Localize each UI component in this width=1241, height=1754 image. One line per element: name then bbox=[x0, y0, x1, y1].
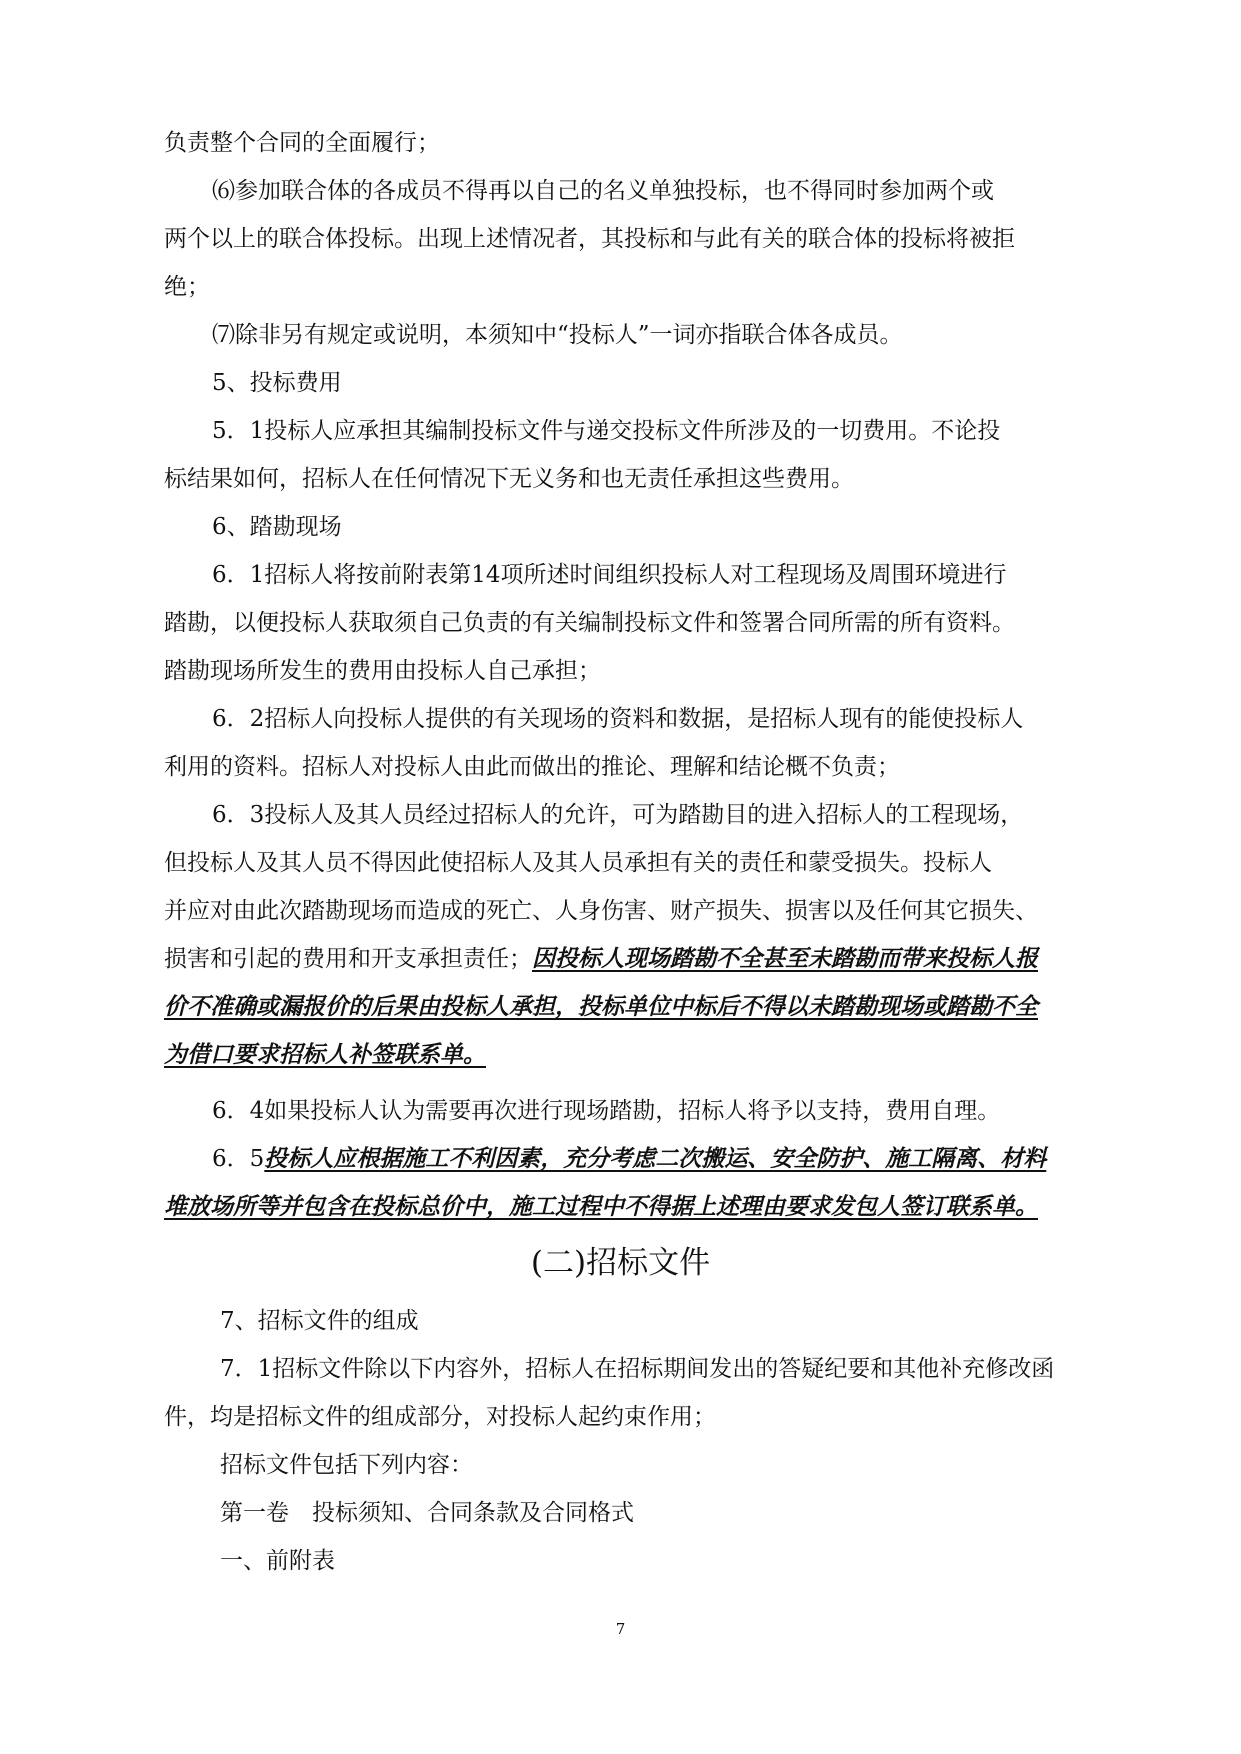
text-line: 6．1招标人将按前附表第14项所述时间组织投标人对工程现场及周围环境进行 bbox=[212, 562, 1007, 588]
text-line: 一、前附表 bbox=[220, 1548, 335, 1574]
emphasis-line: 为借口要求招标人补签联系单。 bbox=[164, 1041, 486, 1068]
emphasis-text: 投标人应根据施工不利因素，充分考虑二次搬运、安全防护、施工隔离、材料 bbox=[264, 1145, 1047, 1172]
text-line: ⑺除非另有规定或说明，本须知中“投标人”一词亦指联合体各成员。 bbox=[212, 322, 903, 348]
text-line: 5．1投标人应承担其编制投标文件与递交投标文件所涉及的一切费用。不论投 bbox=[212, 418, 1001, 444]
emphasis-line: 堆放场所等并包含在投标总价中，施工过程中不得据上述理由要求发包人签订联系单。 bbox=[164, 1193, 1038, 1220]
text-line: 踏勘现场所发生的费用由投标人自己承担； bbox=[164, 658, 601, 684]
text-line bbox=[212, 1144, 1046, 1174]
heading-line: 5、投标费用 bbox=[212, 370, 342, 396]
text-line: 并应对由此次踏勘现场而造成的死亡、人身伤害、财产损失、损害以及任何其它损失、 bbox=[164, 898, 1038, 924]
text-line: 招标文件包括下列内容： bbox=[220, 1452, 473, 1478]
text-line: 但投标人及其人员不得因此使招标人及其人员承担有关的责任和蒙受损失。投标人 bbox=[164, 850, 992, 876]
text-line: 标结果如何，招标人在任何情况下无义务和也无责任承担这些费用。 bbox=[164, 466, 854, 492]
emphasis-text: 因投标人现场踏勘不全甚至未踏勘而带来投标人报 bbox=[532, 945, 1038, 972]
text-line: 第一卷 投标须知、合同条款及合同格式 bbox=[220, 1500, 634, 1526]
heading-line: 6、踏勘现场 bbox=[212, 514, 342, 540]
text-segment: 6．5 bbox=[212, 1146, 265, 1172]
text-line: 件，均是招标文件的组成部分，对投标人起约束作用； bbox=[164, 1404, 716, 1430]
text-line: 6．2招标人向投标人提供的有关现场的资料和数据，是招标人现有的能使投标人 bbox=[212, 706, 1024, 732]
text-line: 利用的资料。招标人对投标人由此而做出的推论、理解和结论概不负责； bbox=[164, 754, 900, 780]
text-line bbox=[164, 944, 1038, 974]
text-line: 绝； bbox=[164, 274, 210, 300]
emphasis-line: 价不准确或漏报价的后果由投标人承担，投标单位中标后不得以未踏勘现场或踏勘不全 bbox=[164, 993, 1038, 1020]
text-line: 6．3投标人及其人员经过招标人的允许，可为踏勘目的进入招标人的工程现场， bbox=[212, 802, 1024, 828]
text-line: 踏勘，以便投标人获取须自己负责的有关编制投标文件和签署合同所需的所有资料。 bbox=[164, 610, 1015, 636]
section-title: (二)招标文件 bbox=[530, 1245, 711, 1281]
text-line: ⑹参加联合体的各成员不得再以自己的名义单独投标，也不得同时参加两个或 bbox=[212, 178, 994, 204]
page-number: 7 bbox=[615, 1620, 626, 1638]
text-line: 6．4如果投标人认为需要再次进行现场踏勘，招标人将予以支持，费用自理。 bbox=[212, 1098, 1001, 1124]
heading-line: 7、招标文件的组成 bbox=[220, 1308, 419, 1334]
text-line: 负责整个合同的全面履行； bbox=[164, 130, 440, 156]
text-line: 7．1招标文件除以下内容外，招标人在招标期间发出的答疑纪要和其他补充修改函 bbox=[220, 1356, 1055, 1382]
text-line: 两个以上的联合体投标。出现上述情况者，其投标和与此有关的联合体的投标将被拒 bbox=[164, 226, 1015, 252]
text-segment: 损害和引起的费用和开支承担责任； bbox=[164, 946, 532, 972]
